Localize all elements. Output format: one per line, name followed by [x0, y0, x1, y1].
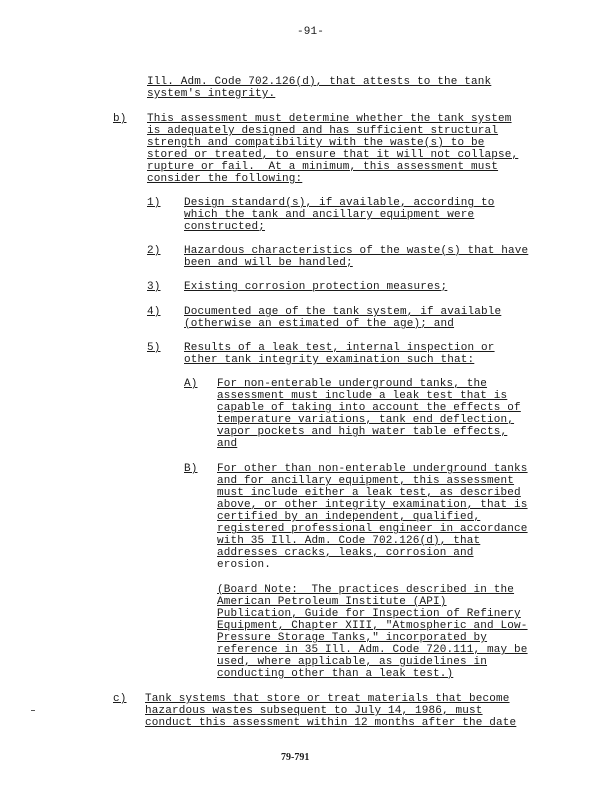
margin-mark [31, 710, 35, 711]
text-line: is adequately designed and has sufficient structural [147, 125, 499, 137]
text-line: For non-enterable underground tanks, the [217, 378, 488, 390]
text-line: stored or treated, to ensure that it will not collapse, [147, 149, 519, 161]
text-line: Existing corrosion protection measures; [184, 281, 448, 293]
board-note-line: reference in 35 Ill. Adm. Code 720.111, may be [217, 644, 528, 656]
board-note-line: Equipment, Chapter XIII, "Atmospheric and Low- [217, 620, 528, 632]
text-line: addresses cracks, leaks, corrosion and [217, 547, 474, 559]
text-line: This assessment must determine whether the tank system [147, 113, 512, 125]
board-note-line: Pressure Storage Tanks," incorporated by [217, 632, 488, 644]
list-label: 2) [147, 245, 161, 257]
text-line: For other than non-enterable underground tanks [217, 463, 528, 475]
list-label: 1) [147, 197, 161, 209]
page-footer-code: 79-791 [281, 752, 310, 763]
list-label: A) [184, 378, 198, 390]
text-line: certified by an independent, qualified, [217, 511, 481, 523]
text-line: Hazardous characteristics of the waste(s) that have [184, 245, 529, 257]
text-line: strength and compatibility with the waste(s) to be [147, 137, 485, 149]
text-line: conduct this assessment within 12 months after the date [145, 717, 517, 729]
text-line: Tank systems that store or treat materials that become [145, 693, 510, 705]
list-label: 4) [147, 306, 161, 318]
text-line: with 35 Ill. Adm. Code 702.126(d), that [217, 535, 481, 547]
board-note-line: (Board Note: The practices described in the [217, 584, 515, 596]
page-number: -91- [297, 26, 325, 38]
board-note-line: Publication, Guide for Inspection of Refinery [217, 608, 521, 620]
board-note-line: American Petroleum Institute (API) [217, 596, 447, 608]
text-line: vapor pockets and high water table effects, [217, 426, 508, 438]
list-label: b) [113, 113, 127, 125]
text-line: must include either a leak test, as described [217, 487, 521, 499]
text-line: erosion. [217, 559, 272, 571]
list-label: c) [113, 693, 127, 705]
board-note-line: used, where applicable, as guidelines in [217, 656, 488, 668]
text-line: Ill. Adm. Code 702.126(d), that attests to the tank [147, 76, 492, 88]
text-line: Documented age of the tank system, if available [184, 306, 502, 318]
text-line: registered professional engineer in accordance [217, 523, 528, 535]
text-line: temperature variations, tank end deflection, [217, 414, 515, 426]
list-label: 5) [147, 342, 161, 354]
text-line: above, or other integrity examination, that is [217, 499, 528, 511]
text-line: assessment must include a leak test that is [217, 390, 508, 402]
text-line: and [217, 438, 238, 450]
text-line: other tank integrity examination such that: [184, 354, 475, 366]
text-line: been and will be handled; [184, 257, 353, 269]
text-line: Results of a leak test, internal inspection or [184, 342, 495, 354]
board-note-line: conducting other than a leak test.) [217, 668, 454, 680]
list-label: B) [184, 463, 198, 475]
text-line: system's integrity. [147, 88, 276, 100]
text-line: constructed; [184, 221, 266, 233]
text-line: and for ancillary equipment, this assessment [217, 475, 515, 487]
text-line: hazardous wastes subsequent to July 14, 1986, must [145, 705, 483, 717]
text-line: Design standard(s), if available, according to [184, 197, 495, 209]
text-line: which the tank and ancillary equipment were [184, 209, 475, 221]
list-label: 3) [147, 281, 161, 293]
text-line: capable of taking into account the effects of [217, 402, 521, 414]
text-line: rupture or fail. At a minimum, this assessment must [147, 161, 499, 173]
text-line: (otherwise an estimated of the age); and [184, 318, 455, 330]
text-line: consider the following: [147, 173, 303, 185]
